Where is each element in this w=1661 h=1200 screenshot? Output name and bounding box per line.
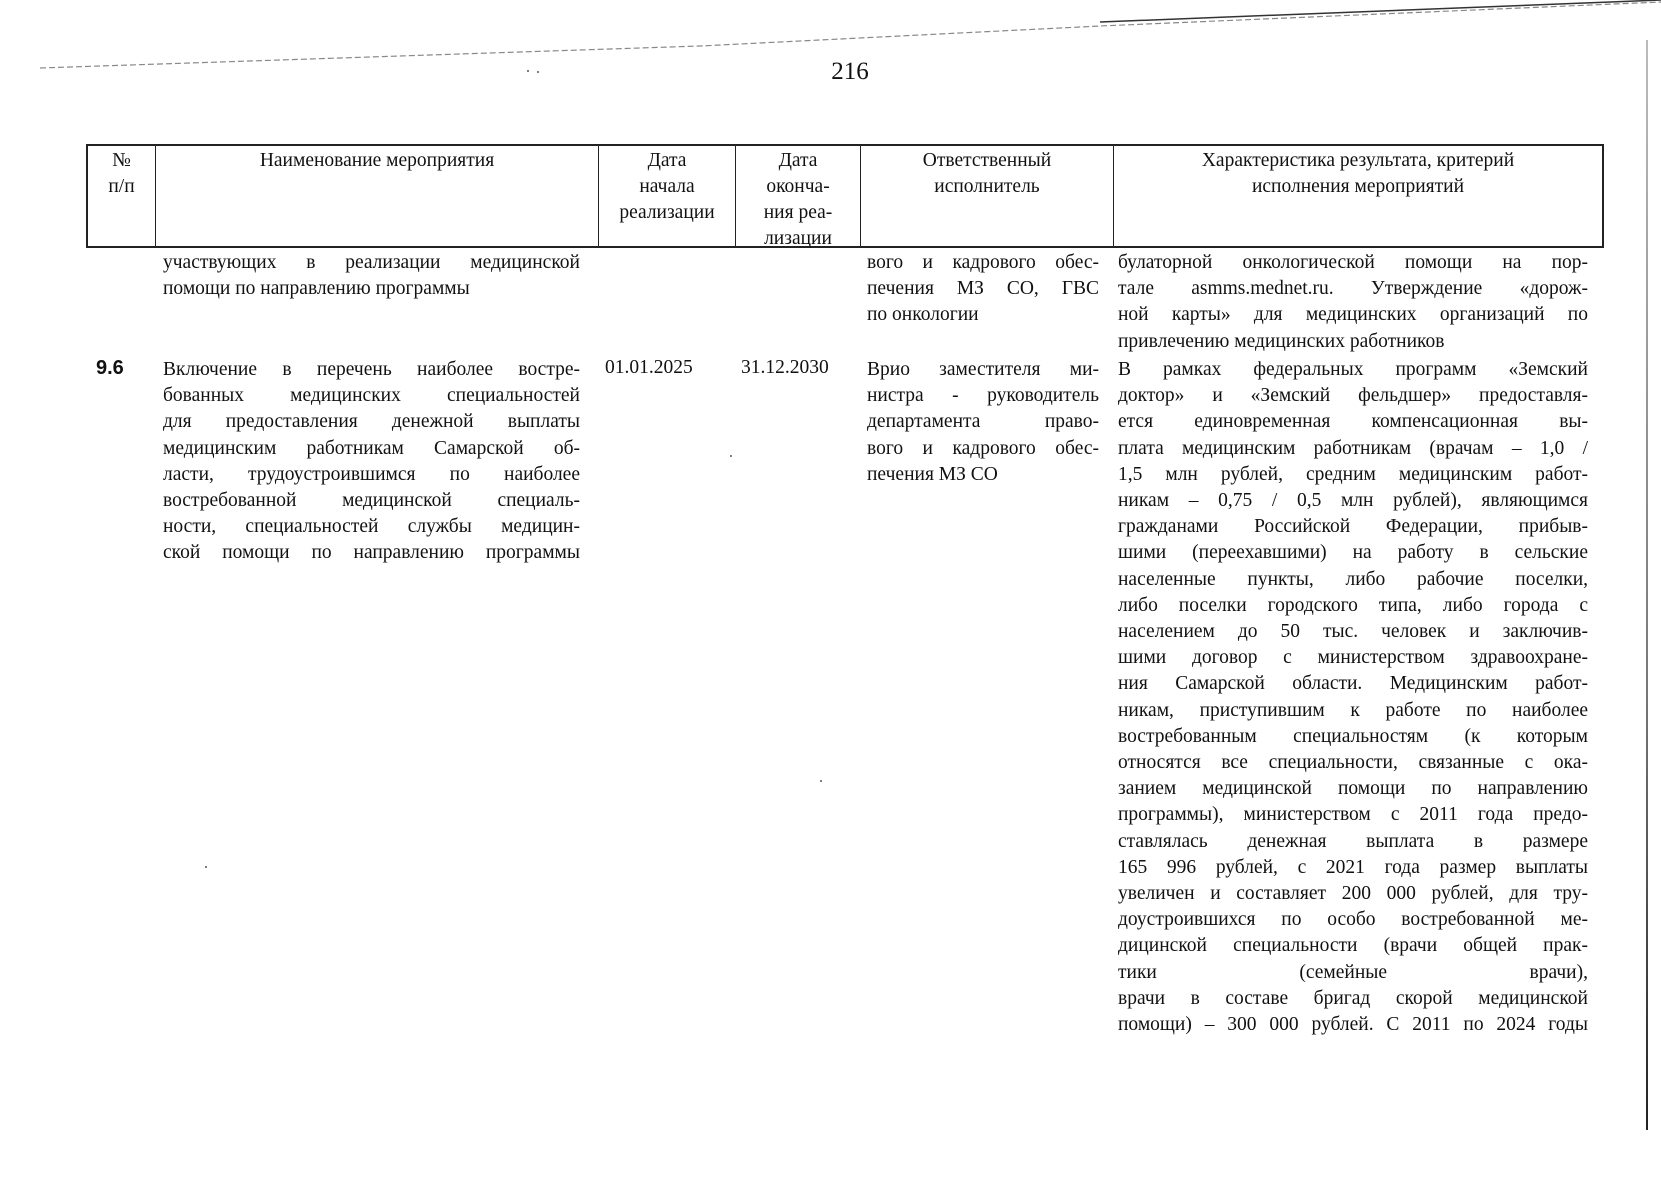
text-line: либо поселки городского типа, либо города с [1118,594,1588,616]
text-line: нистра - руководитель [867,385,1099,407]
text-line: ния Самарской области. Медицинским работ- [1118,673,1588,695]
row-9-6-result-cell [1118,357,1588,1038]
text-line: шими (переехавшими) на работу в сельские [1118,542,1588,564]
text-line: никам – 0,75 / 0,5 млн рублей), являющимся [1118,490,1588,512]
text-line: дицинской специальности (врачи общей прак- [1118,935,1588,957]
text-line: программы), министерством с 2011 года предо- [1118,804,1588,826]
text-line: относятся все специальности, связанные с ока- [1118,752,1588,774]
text-line: печения МЗ СО [867,463,998,485]
text-line: врачи в составе бригад скорой медицинской [1118,987,1588,1009]
scan-speck [527,70,529,72]
row-9-6-responsible-cell [867,357,1099,488]
text-line: плата медицинским работникам (врачам – 1,0 / [1118,437,1588,459]
scan-speck [205,866,207,868]
text-line: ности, специальностей службы медицин- [163,516,580,538]
header-col-start-date: Дата начала реализации [599,146,736,246]
text-line: булаторной онкологической помощи на пор- [1118,252,1588,273]
text-line: ется единовременная компенсационная вы- [1118,411,1588,433]
text-line: доктор» и «Земский фельдшер» предоставля- [1118,385,1588,407]
text-line: востребованным специальностям (к которым [1118,725,1588,747]
text-line: В рамках федеральных программ «Земский [1118,359,1588,380]
text-line: медицинским работникам Самарской об- [163,437,580,459]
text-line: гражданами Российской Федерации, прибыв- [1118,516,1588,538]
header-col-end-date: Дата оконча- ния реа- лизации [736,146,861,246]
text-line: тики (семейные врачи), [1118,961,1588,983]
start-date: 01.01.2025 [605,357,693,378]
text-line: 165 996 рублей, с 2021 года размер выплаты [1118,856,1588,878]
continuation-responsible-cell [867,250,1099,329]
header-col-number: № п/п [88,146,156,246]
row-9-6-name-cell [163,357,580,567]
scan-speck [537,71,539,73]
header-col-name: Наименование мероприятия [156,146,599,246]
text-line: населенные пункты, либо рабочие поселки, [1118,568,1588,590]
text-line: доустроившихся по особо востребованной ме- [1118,909,1588,931]
scan-speck [730,455,732,457]
text-line: населением до 50 тыс. человек и заключив- [1118,621,1588,643]
text-line: Врио заместителя ми- [867,359,1099,380]
text-line: вого и кадрового обес- [867,252,1099,273]
header-col-result: Характеристика результата, критерий исполнения мероприятий [1201,150,1515,197]
scan-right-edge [1646,40,1648,1130]
text-line: 1,5 млн рублей, средним медицинским работ- [1118,463,1588,485]
text-line: помощи по направлению программы [163,278,470,300]
table-header [86,144,1604,248]
text-line: Включение в перечень наиболее востре- [163,359,580,380]
text-line: ласти, трудоустроившимся по наиболее [163,463,580,485]
continuation-name-cell [163,250,580,302]
text-line: увеличен и составляет 200 000 рублей, для тру- [1118,883,1588,905]
text-line: по онкологии [867,304,979,326]
text-line: для предоставления денежной выплаты [163,411,580,433]
text-line: никам, приступившим к работе по наиболее [1118,699,1588,721]
continuation-result-cell [1118,250,1588,355]
header-col-responsible: Ответственный исполнитель [861,146,1114,246]
text-line: ставлялась денежная выплата в размере [1118,830,1588,852]
text-line: департамента право- [867,411,1099,433]
scan-speck [820,780,822,782]
text-line: участвующих в реализации медицинской [163,252,580,273]
text-line: шими договор с министерством здравоохране- [1118,647,1588,669]
text-line: занием медицинской помощи по направлению [1118,778,1588,800]
text-line: бованных медицинских специальностей [163,385,580,407]
text-line: тале asmms.mednet.ru. Утверждение «дорож- [1118,278,1588,300]
text-line: привлечению медицинских работников [1118,330,1445,352]
page-number: 216 [831,58,869,85]
text-line: помощи) – 300 000 рублей. С 2011 по 2024 годы [1118,1014,1588,1036]
row-number: 9.6 [96,357,124,379]
text-line: печения МЗ СО, ГВС [867,278,1099,300]
text-line: востребованной медицинской специаль- [163,490,580,512]
text-line: вого и кадрового обес- [867,437,1099,459]
text-line: ской помощи по направлению программы [163,542,580,564]
end-date: 31.12.2030 [741,357,829,378]
text-line: ной карты» для медицинских организаций по [1118,304,1588,326]
